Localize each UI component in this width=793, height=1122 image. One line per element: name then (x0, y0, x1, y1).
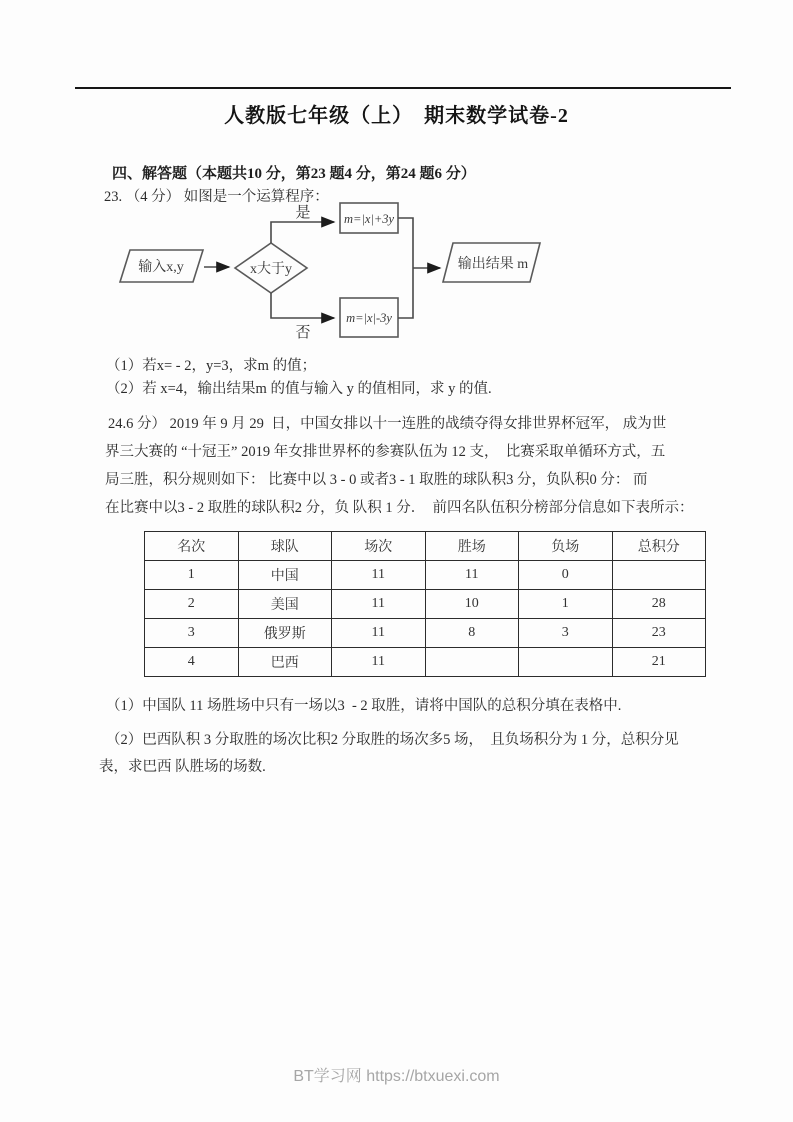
table-cell: 11 (332, 590, 426, 619)
table-cell: 4 (145, 648, 239, 677)
table-cell: 美国 (238, 590, 332, 619)
merge-line (398, 218, 413, 318)
table-cell: 10 (425, 590, 519, 619)
yes-formula: m=|x|+3y (343, 212, 395, 226)
table-row (145, 648, 706, 677)
table-cell: 28 (612, 590, 706, 619)
table-cell: 21 (612, 648, 706, 677)
table-cell (519, 648, 613, 677)
q24-stem-line-4: 在比赛中以3 - 2 取胜的球队积2 分，负 队积 1 分． 前四名队伍积分榜部分信息如下表所示： (105, 500, 694, 516)
table-row (145, 619, 706, 648)
table-header-cell: 负场 (519, 532, 613, 561)
q24-stem-line-1: 24.6 分） 2019 年 9 月 29 日，中国女排以十一连胜的战绩夺得女排世界杯冠军， 成为世 (108, 416, 667, 432)
table-cell (612, 561, 706, 590)
yes-branch-line (271, 222, 334, 243)
header-rule (75, 87, 731, 89)
table-cell: 1 (145, 561, 239, 590)
table-header-cell: 场次 (332, 532, 426, 561)
table-cell: 3 (145, 619, 239, 648)
table-cell: 2 (145, 590, 239, 619)
section-heading: 四、解答题（本题共10 分，第23 题4 分，第24 题6 分） (112, 166, 476, 182)
page-title: 人教版七年级（上） 期末数学试卷-2 (224, 105, 569, 127)
input-label: 输入x,y (138, 260, 184, 275)
table-cell: 3 (519, 619, 613, 648)
q23-part-1: （1）若x= - 2，y=3，求m 的值； (106, 358, 317, 374)
table-row (145, 561, 706, 590)
table-cell: 中国 (238, 561, 332, 590)
no-branch-line (271, 293, 334, 318)
table-cell: 11 (425, 561, 519, 590)
table-row (145, 590, 706, 619)
table-cell: 11 (332, 648, 426, 677)
flowchart-diagram (110, 200, 560, 350)
q24-stem-line-2: 界三大赛的 “十冠王” 2019 年女排世界杯的参赛队伍为 12 支， 比赛采取单循环方式，五 (105, 444, 666, 460)
site-footer: BT学习网 https://btxuexi.com (293, 1068, 500, 1085)
table-cell: 1 (519, 590, 613, 619)
output-label: 输出结果 m (457, 257, 529, 272)
table-header-cell: 胜场 (425, 532, 519, 561)
table-header-cell: 名次 (145, 532, 239, 561)
q24-part-2-line-2: 表，求巴西 队胜场的场数. (99, 759, 266, 775)
table-header-cell: 球队 (238, 532, 332, 561)
table-cell: 巴西 (238, 648, 332, 677)
q23-part-2: （2）若 x=4，输出结果m 的值与输入 y 的值相同，求 y 的值. (106, 381, 492, 397)
table-cell: 俄罗斯 (238, 619, 332, 648)
yes-label: 是 (295, 205, 311, 221)
table-cell: 11 (332, 561, 426, 590)
q24-part-2-line-1: （2）巴西队积 3 分取胜的场次比积2 分取胜的场次多5 场， 且负场积分为 1 分，总积分见 (106, 732, 679, 748)
table-cell: 8 (425, 619, 519, 648)
no-formula: m=|x|-3y (346, 311, 392, 325)
table-cell (425, 648, 519, 677)
no-label: 否 (295, 325, 311, 341)
table-cell: 23 (612, 619, 706, 648)
q23-stem: 23. （4 分） 如图是一个运算程序： (104, 189, 329, 205)
q24-part-1: （1）中国队 11 场胜场中只有一场以3 - 2 取胜，请将中国队的总积分填在表格中. (106, 698, 622, 714)
table-cell: 11 (332, 619, 426, 648)
condition-label: x大于y (250, 262, 292, 277)
table-cell: 0 (519, 561, 613, 590)
standings-table (144, 531, 706, 677)
table-header-cell: 总积分 (612, 532, 706, 561)
table-header-row (145, 532, 706, 561)
flowchart-svg (110, 200, 560, 350)
q24-stem-line-3: 局三胜，积分规则如下： 比赛中以 3 - 0 或者3 - 1 取胜的球队积3 分，负队积0 分： 而 (105, 472, 648, 488)
